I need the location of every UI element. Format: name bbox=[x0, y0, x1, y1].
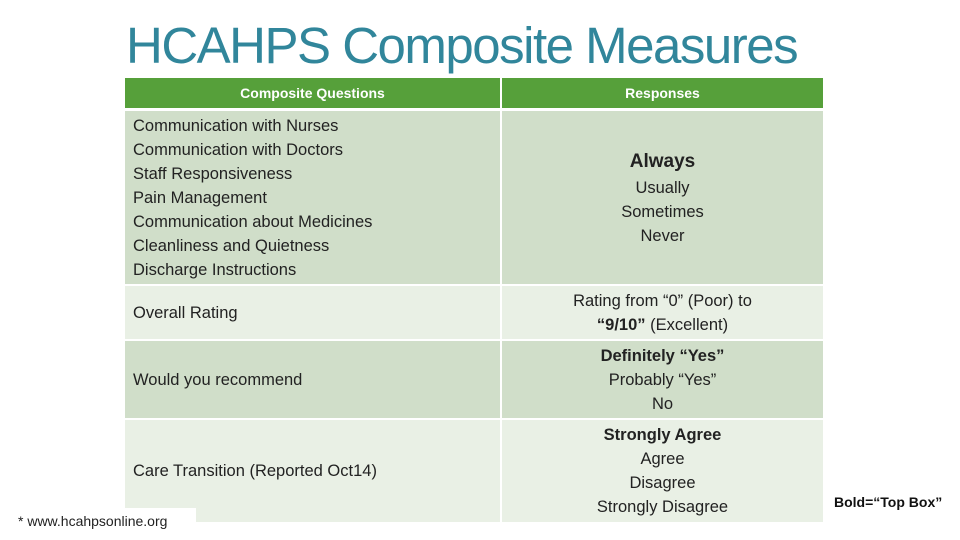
top-box-legend: Bold=“Top Box” bbox=[834, 494, 943, 510]
rest-part: (Excellent) bbox=[645, 315, 729, 334]
footnote: * www.hcahpsonline.org bbox=[0, 508, 196, 540]
responses-cell bbox=[502, 341, 823, 418]
table-row bbox=[125, 111, 823, 284]
question: Communication with Nurses bbox=[133, 116, 339, 135]
responses-cell bbox=[502, 286, 823, 339]
response: Sometimes bbox=[621, 202, 704, 221]
table-header bbox=[125, 78, 823, 108]
response: Probably “Yes” bbox=[608, 370, 717, 389]
response: Never bbox=[640, 226, 685, 245]
response: Definitely “Yes” bbox=[600, 346, 725, 365]
bold-part: “9/10” bbox=[596, 315, 646, 334]
questions-cell bbox=[125, 341, 500, 418]
question: Discharge Instructions bbox=[133, 260, 297, 279]
questions-cell bbox=[125, 111, 500, 284]
response: No bbox=[651, 394, 674, 413]
question: Staff Responsiveness bbox=[133, 164, 293, 183]
header-responses: Responses bbox=[502, 78, 823, 108]
questions-cell bbox=[125, 286, 500, 339]
table-row bbox=[125, 341, 823, 418]
question: Would you recommend bbox=[133, 370, 303, 389]
question: Cleanliness and Quietness bbox=[133, 236, 330, 255]
response: Usually bbox=[635, 178, 690, 197]
response: Strongly Disagree bbox=[596, 498, 729, 516]
response: Disagree bbox=[629, 474, 696, 492]
response: Always bbox=[629, 150, 696, 172]
questions-cell bbox=[125, 420, 500, 522]
response: Strongly Agree bbox=[603, 426, 722, 444]
table-row bbox=[125, 286, 823, 339]
header-questions: Composite Questions bbox=[125, 78, 500, 108]
measures-table bbox=[125, 78, 823, 524]
question: Communication about Medicines bbox=[133, 212, 373, 231]
question: Pain Management bbox=[133, 188, 267, 207]
responses-cell bbox=[502, 111, 823, 284]
question: Overall Rating bbox=[133, 303, 238, 322]
page-title: HCAHPS Composite Measures bbox=[126, 17, 798, 74]
response bbox=[597, 313, 728, 337]
responses-cell bbox=[502, 420, 823, 522]
response: Rating from “0” (Poor) to bbox=[573, 291, 752, 310]
question: Communication with Doctors bbox=[133, 140, 343, 159]
table-row bbox=[125, 420, 823, 522]
response: Agree bbox=[640, 450, 685, 468]
question: Care Transition (Reported Oct14) bbox=[133, 462, 377, 480]
